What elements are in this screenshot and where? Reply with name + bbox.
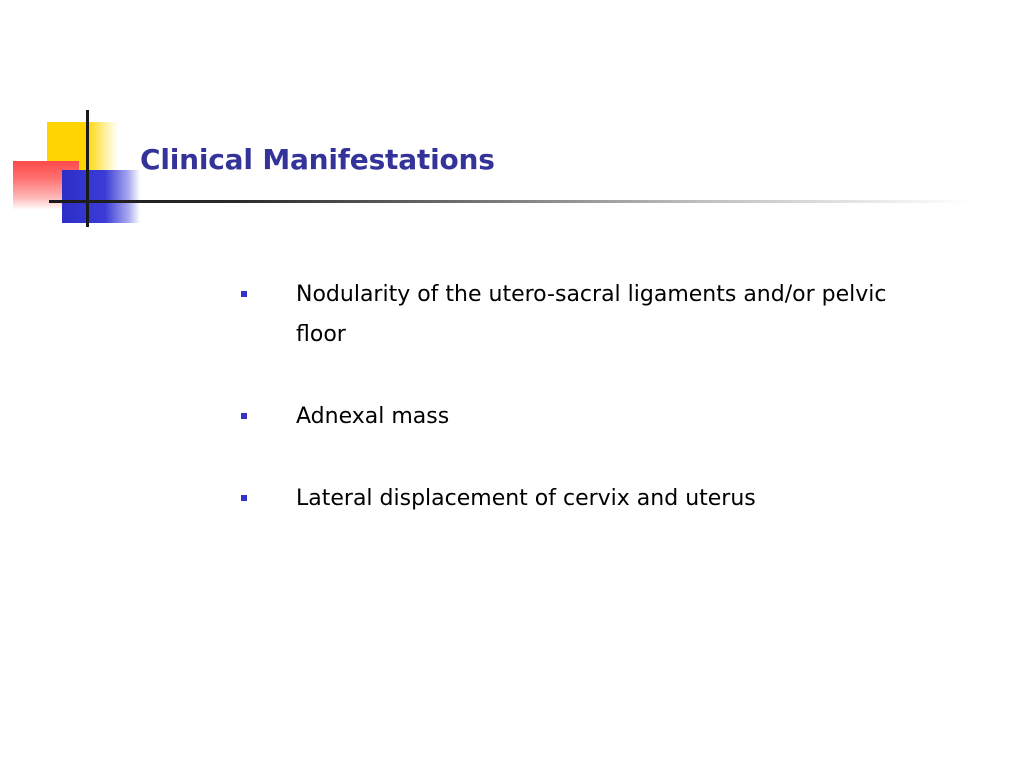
square-bullet-icon [241, 291, 247, 297]
bullet-list [238, 275, 938, 561]
square-bullet-icon [241, 413, 247, 419]
square-bullet-icon [241, 495, 247, 501]
slide-title: Clinical Manifestations [140, 143, 495, 176]
decorative-logo [0, 0, 160, 240]
bullet-item [238, 275, 896, 355]
blue-square-decoration [62, 170, 140, 223]
bullet-item [238, 479, 896, 519]
bullet-text: Lateral displacement of cervix and uterus [296, 486, 756, 511]
bullet-text: Adnexal mass [296, 404, 450, 429]
bullet-text: Nodularity of the utero-sacral ligaments and/or pelvic floor [296, 282, 887, 347]
vertical-rule [86, 110, 89, 227]
bullet-item [238, 397, 896, 437]
title-underline-rule [49, 200, 969, 203]
